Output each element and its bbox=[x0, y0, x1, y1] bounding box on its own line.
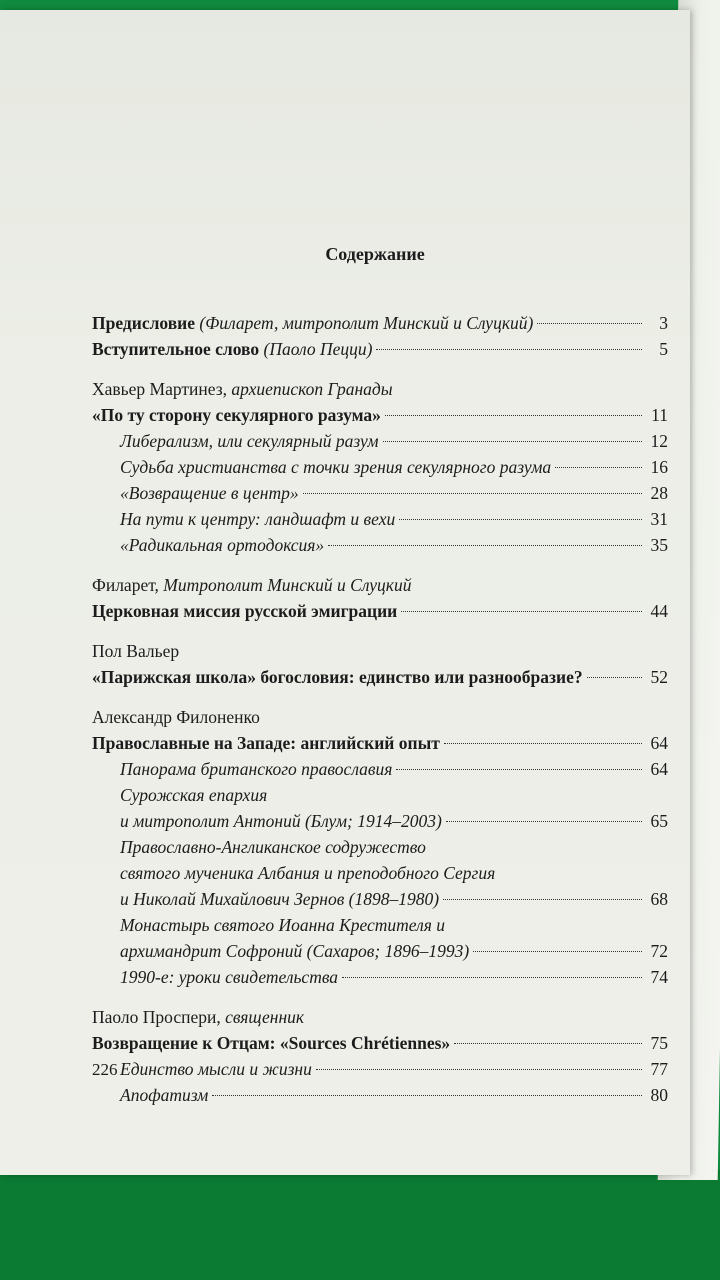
toc-entry[interactable] bbox=[92, 598, 668, 624]
entry-text bbox=[92, 336, 372, 362]
toc-subentry-line bbox=[92, 782, 668, 808]
dot-leader bbox=[537, 323, 642, 324]
entry-text: Судьба христианства с точки зрения секулярного разума bbox=[120, 457, 552, 477]
toc-subentry-line bbox=[92, 834, 668, 860]
dot-leader bbox=[212, 1095, 642, 1096]
entry-text: Монастырь святого Иоанна Крестителя и bbox=[120, 915, 446, 935]
dot-leader bbox=[385, 415, 642, 416]
author-line bbox=[92, 572, 668, 598]
entry-title: Вступительное слово bbox=[92, 339, 260, 359]
dot-leader bbox=[376, 349, 642, 350]
toc-entry[interactable] bbox=[92, 664, 668, 690]
toc-entry[interactable] bbox=[92, 310, 668, 336]
toc-subentry[interactable] bbox=[92, 454, 668, 480]
author-line bbox=[92, 376, 668, 402]
page-ref: 11 bbox=[651, 405, 668, 425]
entry-title: Церковная миссия русской эмиграции bbox=[92, 601, 398, 621]
entry-text: Филарет, bbox=[92, 575, 159, 595]
entry-text: На пути к центру: ландшафт и вехи bbox=[120, 509, 396, 529]
page-ref: 74 bbox=[650, 967, 668, 987]
entry-text: Православно-Англиканское содружество bbox=[120, 837, 426, 857]
page-ref: 44 bbox=[650, 601, 668, 621]
toc-subentry[interactable] bbox=[92, 428, 668, 454]
dot-leader bbox=[446, 821, 642, 822]
dot-leader bbox=[328, 545, 642, 546]
toc-subentry[interactable] bbox=[92, 808, 668, 834]
page-ref: 75 bbox=[650, 1033, 668, 1053]
entry-note: (Паоло Пецци) bbox=[263, 339, 373, 359]
entry-text: Александр Филоненко bbox=[92, 707, 260, 727]
page-ref: 16 bbox=[650, 457, 668, 477]
entry-note: (Филарет, митрополит Минский и Слуцкий) bbox=[199, 313, 534, 333]
book-page bbox=[0, 10, 690, 1175]
toc-subentry[interactable] bbox=[92, 506, 668, 532]
author-line bbox=[92, 1004, 668, 1030]
dot-leader bbox=[401, 611, 642, 612]
entry-text: Пол Вальер bbox=[92, 641, 180, 661]
entry-text: Сурожская епархия bbox=[120, 785, 268, 805]
page-title: Содержание bbox=[325, 244, 425, 264]
dot-leader bbox=[399, 519, 642, 520]
toc-subentry[interactable] bbox=[92, 480, 668, 506]
green-background bbox=[0, 1170, 720, 1280]
entry-text: «Возвращение в центр» bbox=[120, 483, 299, 503]
page-ref: 72 bbox=[650, 941, 668, 961]
toc-subentry[interactable] bbox=[92, 756, 668, 782]
dot-leader bbox=[342, 977, 642, 978]
dot-leader bbox=[454, 1043, 642, 1044]
page-number: 226 bbox=[92, 1060, 118, 1079]
page-ref: 65 bbox=[650, 811, 668, 831]
author-line bbox=[92, 704, 668, 730]
dot-leader bbox=[303, 493, 642, 494]
toc-entry[interactable] bbox=[92, 336, 668, 362]
dot-leader bbox=[316, 1069, 642, 1070]
toc-subentry-line bbox=[92, 860, 668, 886]
toc-subentry[interactable] bbox=[92, 964, 668, 990]
dot-leader bbox=[444, 743, 642, 744]
entry-text: и митрополит Антоний (Блум; 1914–2003) bbox=[120, 811, 442, 831]
dot-leader bbox=[443, 899, 642, 900]
toc-entry[interactable] bbox=[92, 730, 668, 756]
toc-entry[interactable] bbox=[92, 1030, 668, 1056]
entry-text: святого мученика Албания и преподобного Сергия bbox=[120, 863, 496, 883]
page-ref: 12 bbox=[650, 431, 668, 451]
page-ref: 5 bbox=[659, 339, 668, 359]
page-ref: 68 bbox=[650, 889, 668, 909]
toc-subentry[interactable] bbox=[92, 886, 668, 912]
page-ref: 80 bbox=[650, 1085, 668, 1105]
page-ref: 31 bbox=[650, 509, 668, 529]
dot-leader bbox=[383, 441, 642, 442]
entry-title: Предисловие bbox=[92, 313, 196, 333]
entry-text bbox=[92, 310, 533, 336]
toc-subentry-line bbox=[92, 912, 668, 938]
entry-title: Православные на Западе: английский опыт bbox=[92, 733, 440, 753]
entry-text: архиепископ Гранады bbox=[231, 379, 393, 399]
page-ref: 3 bbox=[659, 313, 668, 333]
entry-text: и Николай Михайлович Зернов (1898–1980) bbox=[120, 889, 440, 909]
page-ref: 28 bbox=[650, 483, 668, 503]
entry-title: Возвращение к Отцам: «Sources Chrétiennes» bbox=[92, 1033, 451, 1053]
entry-text: Либерализм, или секулярный разум bbox=[120, 431, 379, 451]
page-ref: 35 bbox=[650, 535, 668, 555]
entry-text: Митрополит Минский и Слуцкий bbox=[163, 575, 412, 595]
entry-text: Апофатизм bbox=[120, 1085, 209, 1105]
dot-leader bbox=[473, 951, 642, 952]
dot-leader bbox=[555, 467, 642, 468]
entry-title: «По ту сторону секулярного разума» bbox=[92, 405, 381, 425]
entry-text: архимандрит Софроний (Сахаров; 1896–1993) bbox=[120, 941, 470, 961]
toc-subentry[interactable] bbox=[92, 532, 668, 558]
entry-text: 1990-е: уроки свидетельства bbox=[120, 967, 339, 987]
toc-entry[interactable] bbox=[92, 402, 668, 428]
page-ref: 64 bbox=[650, 759, 668, 779]
author-line bbox=[92, 638, 668, 664]
page-ref: 77 bbox=[650, 1059, 668, 1079]
dot-leader bbox=[587, 677, 642, 678]
toc-subentry[interactable] bbox=[92, 938, 668, 964]
entry-text: Паоло Проспери, bbox=[92, 1007, 221, 1027]
dot-leader bbox=[396, 769, 642, 770]
entry-text: священник bbox=[225, 1007, 305, 1027]
toc-subentry[interactable] bbox=[92, 1056, 668, 1082]
page-ref: 64 bbox=[650, 733, 668, 753]
toc-subentry[interactable] bbox=[92, 1082, 668, 1108]
page-ref: 52 bbox=[650, 667, 668, 687]
entry-text: Панорама британского православия bbox=[120, 759, 393, 779]
entry-title: «Парижская школа» богословия: единство или разнообразие? bbox=[92, 667, 583, 687]
entry-text: Единство мысли и жизни bbox=[120, 1059, 312, 1079]
entry-text: Хавьер Мартинез, bbox=[92, 379, 228, 399]
entry-text: «Радикальная ортодоксия» bbox=[120, 535, 325, 555]
table-of-contents bbox=[92, 310, 668, 1108]
